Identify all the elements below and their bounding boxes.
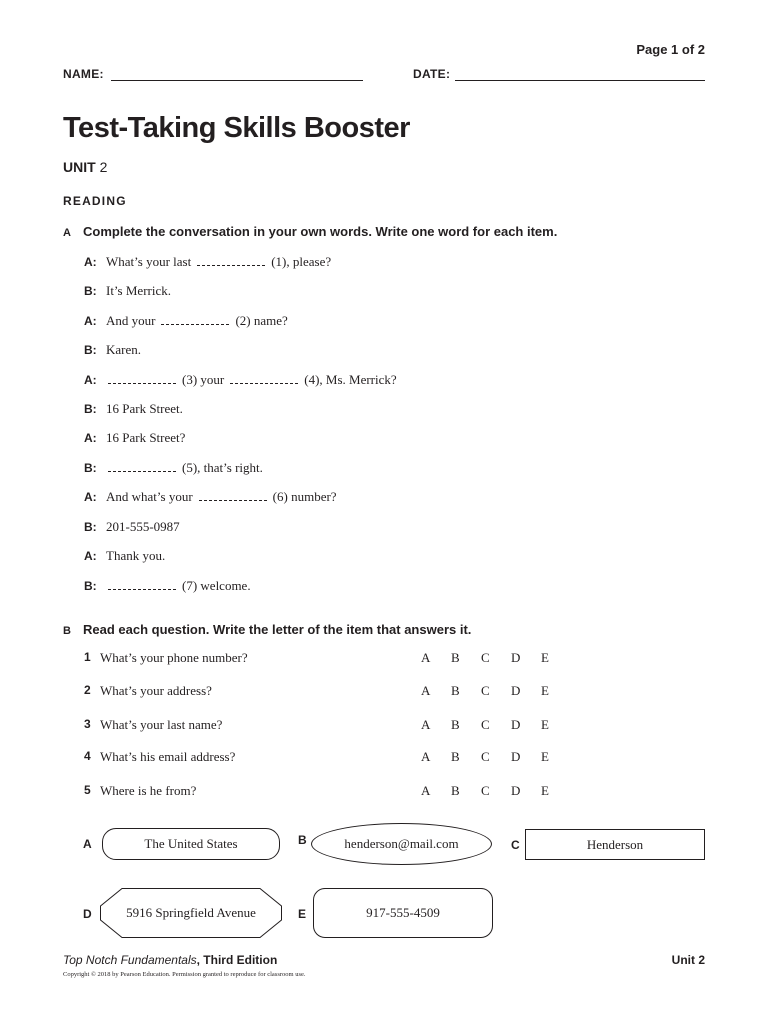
part-b-text: Read each question. Write the letter of the item that answers it. [83,622,472,637]
option-a[interactable]: A [421,650,431,665]
option-e[interactable]: E [541,717,549,732]
speaker-label: A: [84,255,97,269]
line-text: It’s Merrick. [106,283,171,298]
speaker-label: B: [84,343,97,357]
option-e[interactable]: E [541,783,549,798]
footer-unit: Unit 2 [671,953,705,967]
option-e[interactable]: E [541,650,549,665]
question-number: 4 [84,749,91,763]
date-label: DATE: [413,67,451,81]
conversation-line [84,519,180,535]
question-row [84,783,564,801]
question-row [84,717,564,735]
part-a-letter: A [63,227,71,239]
option-c[interactable]: C [481,749,490,764]
question-text: What’s his email address? [100,749,236,764]
speaker-label: B: [84,579,97,593]
line-text: (6) number? [272,489,337,504]
option-b[interactable]: B [451,783,460,798]
name-label: NAME: [63,67,104,81]
speaker-label: B: [84,520,97,534]
answer-a-text: The United States [144,836,238,851]
conversation-line [84,342,141,358]
answer-blank-7[interactable] [108,579,176,590]
option-e[interactable]: E [541,683,549,698]
question-number: 5 [84,783,91,797]
speaker-label: A: [84,490,97,504]
conversation-line [84,460,263,476]
option-a[interactable]: A [421,749,431,764]
conversation-line [84,548,165,564]
speaker-label: A: [84,314,97,328]
line-text: What’s your last [106,254,192,269]
answer-blank-4[interactable] [230,373,298,384]
footer-book-title [63,953,277,967]
part-a-instruction [63,224,557,239]
line-text: (7) welcome. [182,578,251,593]
date-line [455,66,705,81]
unit-word: UNIT [63,159,96,175]
answer-blank-2[interactable] [161,314,229,325]
option-a[interactable]: A [421,683,431,698]
conversation-line [84,578,251,594]
copyright-notice: Copyright © 2018 by Pearson Education. Permission granted to reproduce for classroom use. [63,971,306,978]
option-c[interactable]: C [481,650,490,665]
line-text: Thank you. [106,548,166,563]
line-text: (1), please? [271,254,332,269]
answer-blank-5[interactable] [108,461,176,472]
answer-d-letter: D [83,907,92,921]
line-text: (4), Ms. Merrick? [304,372,397,387]
option-b[interactable]: B [451,683,460,698]
answer-e-text: 917-555-4509 [366,905,440,920]
question-row [84,749,564,767]
answer-b-box [311,823,492,865]
option-d[interactable]: D [511,717,521,732]
question-number: 1 [84,650,91,664]
unit-heading [63,159,107,175]
answer-a-letter: A [83,837,92,851]
answer-c-box [525,829,705,860]
answer-c-letter: C [511,838,520,852]
line-text: (5), that’s right. [182,460,263,475]
answer-blank-6[interactable] [199,490,267,501]
part-a-text: Complete the conversation in your own words. Write one word for each item. [83,224,558,239]
option-d[interactable]: D [511,749,521,764]
speaker-label: B: [84,461,97,475]
name-line [111,66,363,81]
line-text: 16 Park Street. [106,401,183,416]
line-text: Karen. [106,342,142,357]
option-e[interactable]: E [541,749,549,764]
option-a[interactable]: A [421,717,431,732]
question-text: Where is he from? [100,783,197,798]
conversation-line [84,430,185,446]
page-title: Test-Taking Skills Booster [63,112,410,144]
answer-c-text: Henderson [586,836,644,852]
option-a[interactable]: A [421,783,431,798]
answer-b-letter: B [298,833,307,847]
question-number: 2 [84,683,91,697]
answer-e-box [313,888,493,938]
answer-a-box [102,828,280,860]
question-text: What’s your last name? [100,717,223,732]
option-b[interactable]: B [451,749,460,764]
answer-b-text: henderson@mail.com [344,836,459,851]
option-c[interactable]: C [481,683,490,698]
question-text: What’s your address? [100,683,212,698]
line-text: 201-555-0987 [106,519,180,534]
answer-options [421,783,571,799]
option-b[interactable]: B [451,650,460,665]
answer-e-letter: E [298,907,307,921]
question-number: 3 [84,717,91,731]
option-c[interactable]: C [481,717,490,732]
unit-number: 2 [99,159,108,175]
speaker-label: A: [84,431,97,445]
option-d[interactable]: D [511,650,521,665]
conversation-line [84,254,331,270]
conversation-line [84,372,397,388]
question-row [84,683,564,701]
option-d[interactable]: D [511,783,521,798]
line-text: (3) your [182,372,225,387]
page-number: Page 1 of 2 [636,42,705,57]
question-text: What’s your phone number? [100,650,248,665]
section-label: READING [63,194,127,208]
line-text: 16 Park Street? [106,430,186,445]
answer-d-text: 5916 Springfield Avenue [126,905,256,920]
answer-options [421,717,571,733]
option-d[interactable]: D [511,683,521,698]
answer-options [421,683,571,699]
book-title: Top Notch Fundamentals [63,953,197,967]
conversation-line [84,489,337,505]
book-edition: , Third Edition [196,953,278,967]
answer-blank-3[interactable] [108,373,176,384]
speaker-label: B: [84,284,97,298]
part-b-letter: B [63,625,71,637]
option-b[interactable]: B [451,717,460,732]
line-text: And your [106,313,156,328]
option-c[interactable]: C [481,783,490,798]
answer-blank-1[interactable] [197,255,265,266]
conversation-line [84,313,288,329]
conversation-line [84,401,183,417]
question-row [84,650,564,668]
answer-d-box [100,888,282,938]
answer-options [421,749,571,765]
answer-options [421,650,571,666]
speaker-label: A: [84,549,97,563]
speaker-label: B: [84,402,97,416]
conversation-line [84,283,171,299]
part-b-instruction [63,622,471,637]
line-text: (2) name? [235,313,288,328]
line-text: And what’s your [106,489,193,504]
speaker-label: A: [84,373,97,387]
